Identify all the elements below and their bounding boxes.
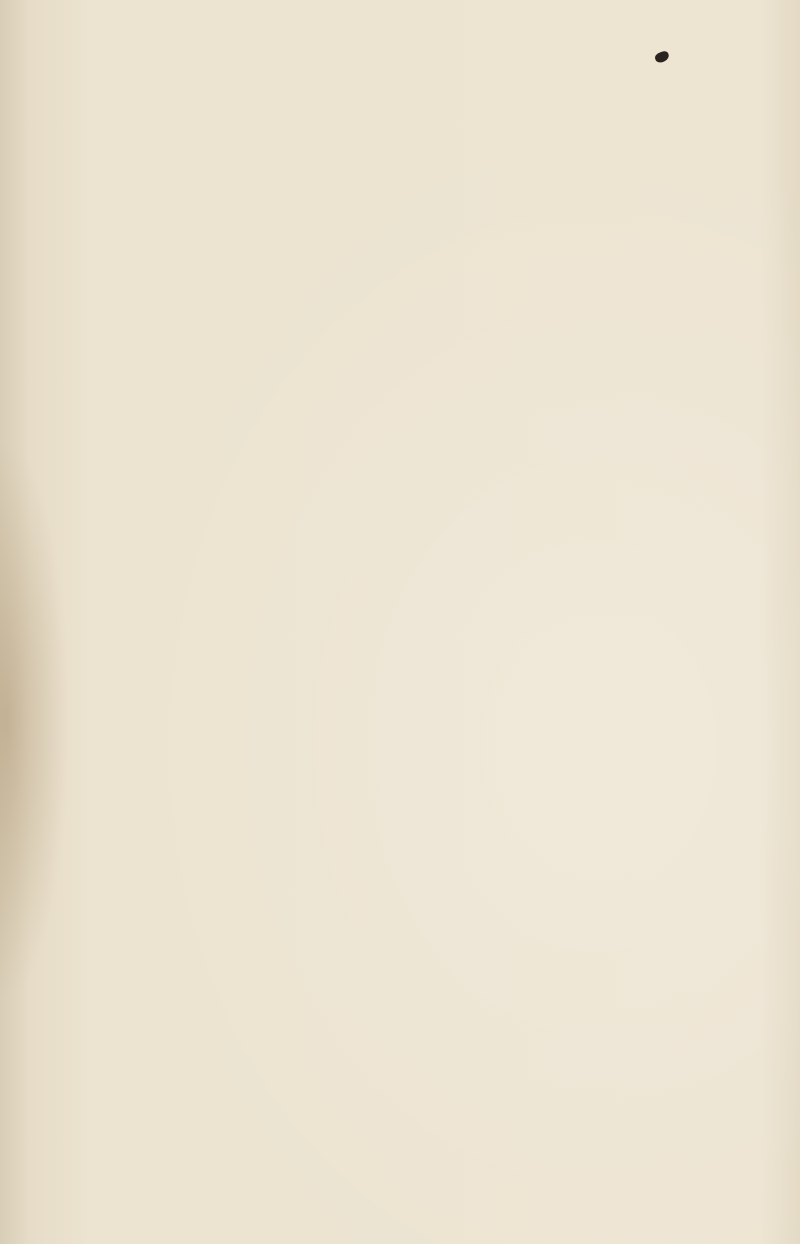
section-title [64, 92, 86, 128]
page-header [120, 46, 600, 90]
ink-blot-icon [654, 50, 670, 64]
page-stain [0, 440, 70, 1000]
